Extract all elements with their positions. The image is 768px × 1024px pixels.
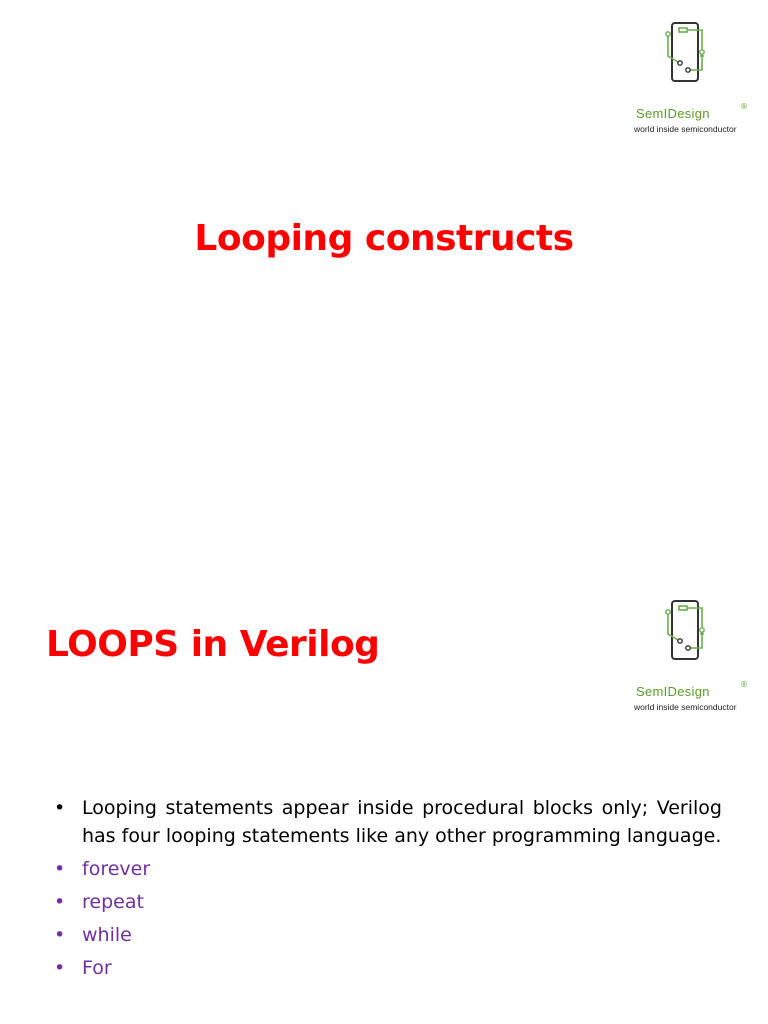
slide-title: Looping constructs xyxy=(194,218,574,259)
list-item xyxy=(54,921,722,949)
slide-title: LOOPS in Verilog xyxy=(46,624,380,665)
list-item-text: repeat xyxy=(82,891,144,913)
logo-brand-name: SemIDesign xyxy=(636,106,710,121)
bullet-icon: • xyxy=(54,957,66,979)
registered-mark: ® xyxy=(740,680,748,689)
bullet-icon: • xyxy=(54,891,66,913)
circuit-phone-icon xyxy=(662,598,710,662)
circuit-phone-icon xyxy=(662,20,710,84)
slide-2 xyxy=(0,512,768,1024)
semidesign-logo xyxy=(634,598,768,712)
bullet-icon: • xyxy=(54,797,66,819)
list-item xyxy=(54,954,722,982)
list-item-text: forever xyxy=(82,858,151,880)
bullet-icon: • xyxy=(54,924,66,946)
list-item-text: For xyxy=(82,957,112,979)
list-item-text: while xyxy=(82,924,132,946)
semidesign-logo xyxy=(634,20,768,134)
list-item-text: Looping statements appear inside procedural blocks only; Verilog has four looping statements like any other programming language. xyxy=(82,797,722,847)
bullet-list xyxy=(54,794,722,987)
logo-tagline: world inside semiconductor xyxy=(634,702,737,712)
registered-mark: ® xyxy=(740,102,748,111)
list-item xyxy=(54,888,722,916)
list-item xyxy=(54,855,722,883)
list-item xyxy=(54,794,722,850)
bullet-icon: • xyxy=(54,858,66,880)
logo-brand-name: SemIDesign xyxy=(636,684,710,699)
logo-tagline: world inside semiconductor xyxy=(634,124,737,134)
